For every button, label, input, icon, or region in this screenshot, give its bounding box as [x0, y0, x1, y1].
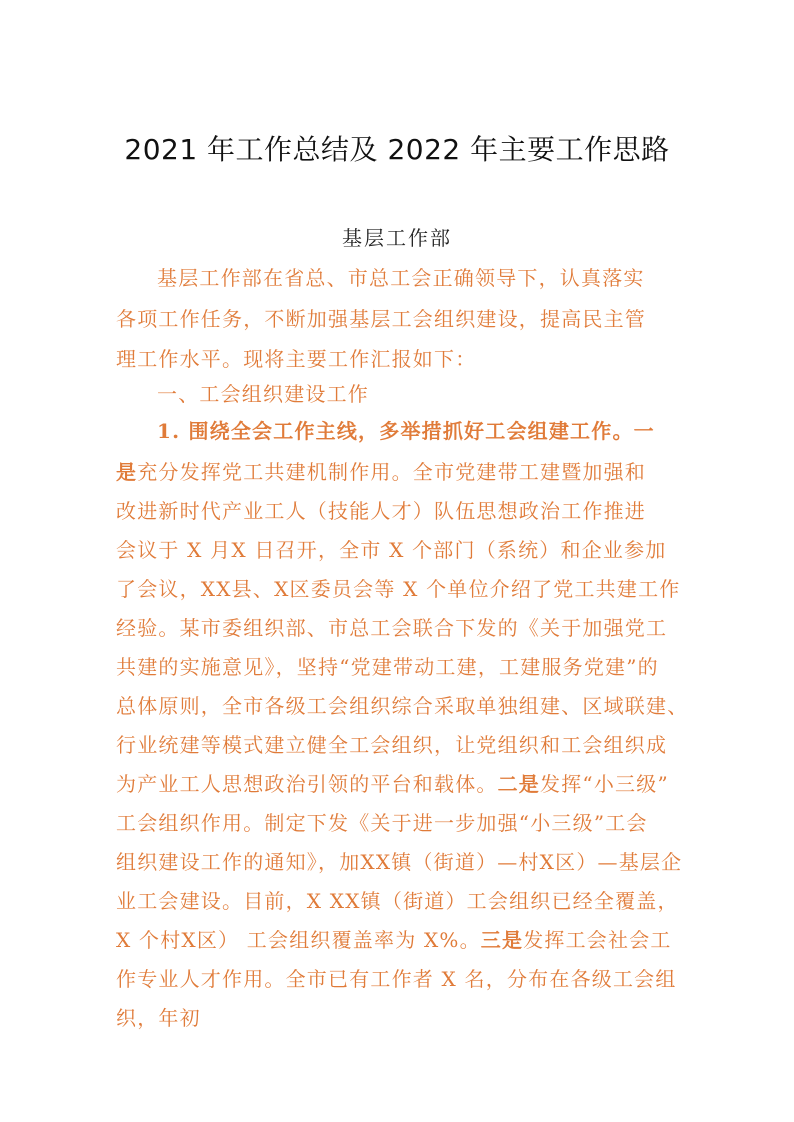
body-text: 发挥工会社会工 [523, 928, 672, 952]
body-line [116, 768, 669, 797]
body-line: 工会组织作用。制定下发《关于进一步加强“小三级”工会 [116, 811, 648, 835]
body-line: 业工会建设。目前，X XX镇（街道）工会组织已经全覆盖， [116, 889, 679, 913]
body-line: 总体原则，全市各级工会组织综合采取单独组建、区域联建、 [116, 694, 689, 718]
body-line: 共建的实施意见》，坚持“党建带动工建，工建服务党建”的 [116, 655, 659, 679]
body-line [116, 456, 646, 485]
body-line: 行业统建等模式建立健全工会组织，让党组织和工会组织成 [116, 733, 668, 757]
body-line: 了会议，XX县、X区委员会等 X 个单位介绍了党工共建工作 [116, 577, 681, 601]
body-line: 改进新时代产业工人（技能人才）队伍思想政治工作推进 [116, 499, 646, 523]
body-line: 作专业人才作用。全市已有工作者 X 名，分布在各级工会组 [116, 967, 677, 991]
intro-line: 理工作水平。现将主要工作汇报如下： [116, 347, 477, 371]
department-name: 基层工作部 [342, 226, 452, 250]
body-text: 发挥“小三级” [540, 772, 669, 796]
body-line [116, 924, 672, 953]
intro-line: 各项工作任务，不断加强基层工会组织建设，提高民主管 [116, 307, 646, 331]
body-line: 经验。某市委组织部、市总工会联合下发的《关于加强党工 [116, 616, 668, 640]
item-heading: 1. 围绕全会工作主线，多举措抓好工会组建工作。一 [157, 419, 655, 443]
body-text: 为产业工人思想政治引领的平台和载体。 [116, 772, 498, 796]
body-text: X 个村X区） 工会组织覆盖率为 X%。 [116, 928, 481, 952]
emphasis-text: 二是 [497, 772, 541, 796]
body-text: 充分发挥党工共建机制作用。全市党建带工建暨加强和 [137, 460, 647, 484]
section-heading: 一、工会组织建设工作 [157, 382, 369, 406]
body-line: 会议于 X 月X 日召开，全市 X 个部门（系统）和企业参加 [116, 538, 667, 562]
document-title: 2021 年工作总结及 2022 年主要工作思路 [124, 133, 670, 166]
emphasis-text: 三是 [480, 928, 524, 952]
emphasis-text: 是 [116, 460, 138, 484]
intro-line: 基层工作部在省总、市总工会正确领导下，认真落实 [157, 266, 645, 290]
body-line: 织，年初 [116, 1006, 201, 1030]
body-line: 组织建设工作的通知》，加XX镇（街道）—村X区）—基层企 [116, 850, 683, 874]
